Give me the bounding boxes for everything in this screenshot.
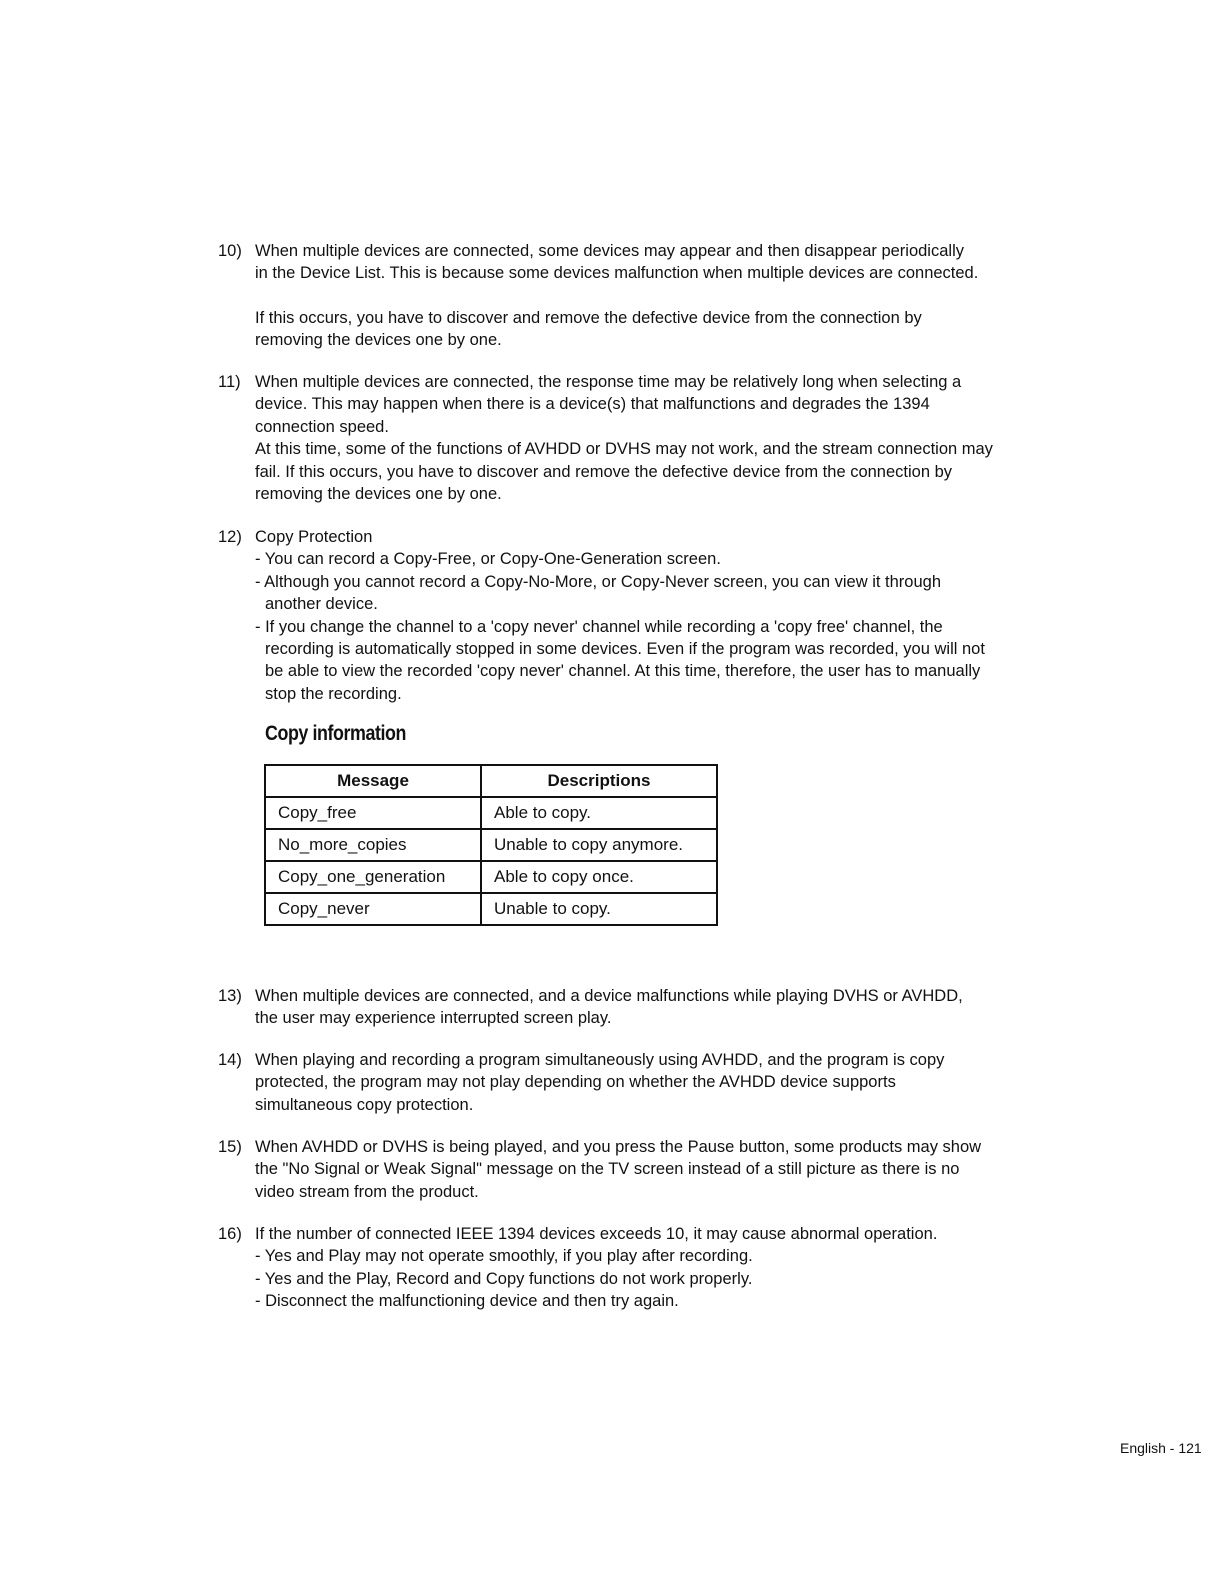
note-body <box>255 1049 1078 1116</box>
text-line: connection speed. <box>255 417 389 436</box>
table-row <box>265 861 717 893</box>
table-row <box>265 797 717 829</box>
page-footer: English - 121 <box>1120 1440 1202 1456</box>
spacer <box>255 285 1078 307</box>
note-number: 16) <box>218 1225 242 1243</box>
text-line: At this time, some of the functions of AVHDD or DVHS may not work, and the stream connection may <box>255 440 993 459</box>
note-number: 12) <box>218 528 242 546</box>
text-line: the "No Signal or Weak Signal" message on the TV screen instead of a still picture as there is no <box>255 1160 960 1179</box>
text-line: simultaneous copy protection. <box>255 1095 474 1114</box>
note-item <box>218 240 1078 352</box>
note-body <box>255 526 1078 705</box>
note-body <box>255 240 1078 352</box>
bullet-line: - Yes and the Play, Record and Copy functions do not work properly. <box>255 1269 753 1288</box>
text-line: If this occurs, you have to discover and remove the defective device from the connection by <box>255 308 922 327</box>
text-line: video stream from the product. <box>255 1182 479 1201</box>
text-line: When multiple devices are connected, the response time may be relatively long when selecting a <box>255 373 962 391</box>
text-line: in the Device List. This is because some devices malfunction when multiple devices are connected. <box>255 264 979 283</box>
note-number: 13) <box>218 987 242 1005</box>
text-line: If the number of connected IEEE 1394 devices exceeds 10, it may cause abnormal operation. <box>255 1225 938 1243</box>
table-row <box>265 829 717 861</box>
bullet-line: another device. <box>265 595 378 614</box>
bullet-line: stop the recording. <box>265 684 402 703</box>
bullet-line: - Yes and Play may not operate smoothly, if you play after recording. <box>255 1247 753 1266</box>
note-body <box>255 985 1078 1030</box>
copy-info-table <box>264 764 718 926</box>
text-line: removing the devices one by one. <box>255 331 502 350</box>
note-item <box>218 1049 1078 1116</box>
note-body <box>255 1136 1078 1203</box>
text-line: When playing and recording a program simultaneously using AVHDD, and the program is copy <box>255 1051 945 1069</box>
text-line: the user may experience interrupted screen play. <box>255 1009 612 1028</box>
message-cell: Copy_one_generation <box>265 861 481 893</box>
text-line: device. This may happen when there is a device(s) that malfunctions and degrades the 1394 <box>255 395 930 414</box>
text-line: protected, the program may not play depending on whether the AVHDD device supports <box>255 1073 896 1092</box>
note-body <box>255 371 1078 505</box>
bullet-line: recording is automatically stopped in some devices. Even if the program was recorded, you will not <box>265 640 985 659</box>
text-line: When multiple devices are connected, and a device malfunctions while playing DVHS or AVHDD, <box>255 987 963 1005</box>
message-cell: Copy_never <box>265 893 481 925</box>
note-item <box>218 1136 1078 1203</box>
note-number: 11) <box>218 373 241 391</box>
description-cell: Able to copy once. <box>481 861 717 893</box>
text-line: removing the devices one by one. <box>255 485 502 504</box>
message-cell: Copy_free <box>265 797 481 829</box>
bullet-line: - Although you cannot record a Copy-No-More, or Copy-Never screen, you can view it through <box>255 572 941 591</box>
message-cell: No_more_copies <box>265 829 481 861</box>
column-header-descriptions: Descriptions <box>481 765 717 797</box>
bullet-line: - If you change the channel to a 'copy never' channel while recording a 'copy free' channel, the <box>255 617 943 636</box>
bullet-line: - You can record a Copy-Free, or Copy-One-Generation screen. <box>255 550 721 569</box>
text-line: When multiple devices are connected, some devices may appear and then disappear periodically <box>255 242 964 260</box>
note-item <box>218 1223 1078 1313</box>
table-header-row <box>265 765 717 797</box>
section-heading: Copy information <box>265 722 406 745</box>
column-header-message: Message <box>265 765 481 797</box>
note-number: 15) <box>218 1138 242 1156</box>
text-line: Copy Protection <box>255 528 373 546</box>
note-item <box>218 985 1078 1030</box>
bullet-line: - Disconnect the malfunctioning device and then try again. <box>255 1292 679 1311</box>
table-row <box>265 893 717 925</box>
description-cell: Unable to copy anymore. <box>481 829 717 861</box>
note-item <box>218 526 1078 705</box>
description-cell: Able to copy. <box>481 797 717 829</box>
note-number: 14) <box>218 1051 242 1069</box>
description-cell: Unable to copy. <box>481 893 717 925</box>
note-number: 10) <box>218 242 242 260</box>
note-body <box>255 1223 1078 1313</box>
bullet-line: be able to view the recorded 'copy never' channel. At this time, therefore, the user has to manually <box>265 662 981 681</box>
text-line: fail. If this occurs, you have to discover and remove the defective device from the connection by <box>255 462 953 481</box>
note-item <box>218 371 1078 505</box>
text-line: When AVHDD or DVHS is being played, and you press the Pause button, some products may show <box>255 1138 982 1156</box>
